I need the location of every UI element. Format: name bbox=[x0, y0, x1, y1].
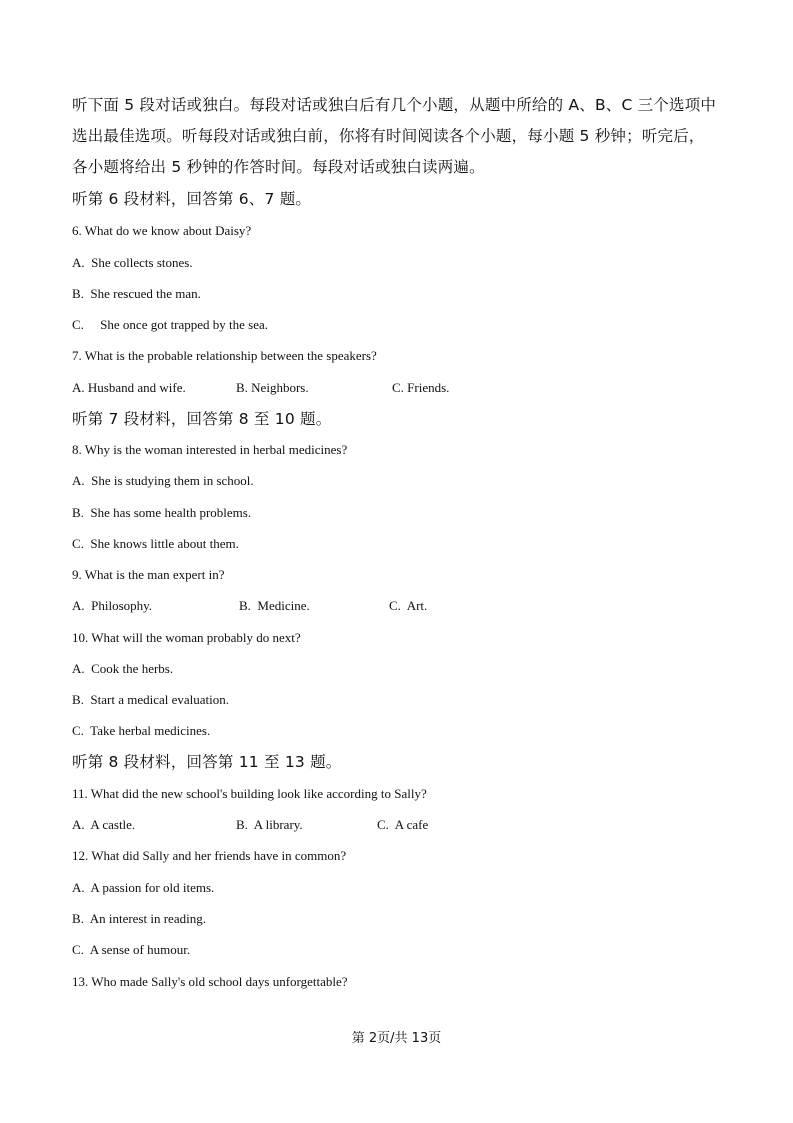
instructions-line-1: 听下面 5 段对话或独白。每段对话或独白后有几个小题，从题中所给的 A、B、C 三个选项中 bbox=[72, 96, 717, 114]
option-11b: B. A library. bbox=[236, 817, 303, 832]
page-footer: 第 2页/共 13页 bbox=[351, 1031, 442, 1046]
option-6b: B. She rescued the man. bbox=[72, 286, 201, 301]
option-9a: A. Philosophy. bbox=[72, 598, 153, 613]
section-heading-7: 听第 7 段材料，回答第 8 至 10 题。 bbox=[72, 410, 332, 428]
option-11a: A. A castle. bbox=[72, 817, 136, 832]
option-8b: B. She has some health problems. bbox=[72, 505, 252, 520]
option-8a: A. She is studying them in school. bbox=[72, 473, 254, 488]
question-13: 13. Who made Sally's old school days unforgettable? bbox=[72, 974, 348, 989]
section-heading-6: 听第 6 段材料，回答第 6、7 题。 bbox=[72, 190, 312, 208]
instructions-line-2: 选出最佳选项。听每段对话或独白前，你将有时间阅读各个小题，每小题 5 秒钟；听完后， bbox=[72, 127, 705, 145]
option-10c: C. Take herbal medicines. bbox=[72, 723, 211, 738]
instructions-line-3: 各小题将给出 5 秒钟的作答时间。每段对话或独白读两遍。 bbox=[72, 158, 485, 176]
question-6: 6. What do we know about Daisy? bbox=[72, 223, 252, 238]
option-10a: A. Cook the herbs. bbox=[72, 661, 174, 676]
option-7c: C. Friends. bbox=[392, 380, 450, 395]
option-11c: C. A cafe bbox=[377, 817, 429, 832]
option-9c: C. Art. bbox=[389, 598, 428, 613]
option-9b: B. Medicine. bbox=[239, 598, 310, 613]
question-12: 12. What did Sally and her friends have in common? bbox=[72, 848, 347, 863]
option-8c: C. She knows little about them. bbox=[72, 536, 239, 551]
option-7a: A. Husband and wife. bbox=[72, 380, 186, 395]
question-11: 11. What did the new school's building look like according to Sally? bbox=[72, 786, 427, 801]
instructions bbox=[72, 90, 732, 183]
option-12a: A. A passion for old items. bbox=[72, 880, 215, 895]
question-8: 8. Why is the woman interested in herbal medicines? bbox=[72, 442, 348, 457]
option-6c: C. She once got trapped by the sea. bbox=[72, 317, 269, 332]
question-10: 10. What will the woman probably do next? bbox=[72, 630, 301, 645]
option-10b: B. Start a medical evaluation. bbox=[72, 692, 230, 707]
option-7b: B. Neighbors. bbox=[236, 380, 309, 395]
question-9: 9. What is the man expert in? bbox=[72, 567, 225, 582]
option-6a: A. She collects stones. bbox=[72, 255, 193, 270]
section-heading-8: 听第 8 段材料，回答第 11 至 13 题。 bbox=[72, 753, 342, 771]
option-12b: B. An interest in reading. bbox=[72, 911, 206, 926]
question-7: 7. What is the probable relationship between the speakers? bbox=[72, 348, 377, 363]
option-12c: C. A sense of humour. bbox=[72, 942, 191, 957]
